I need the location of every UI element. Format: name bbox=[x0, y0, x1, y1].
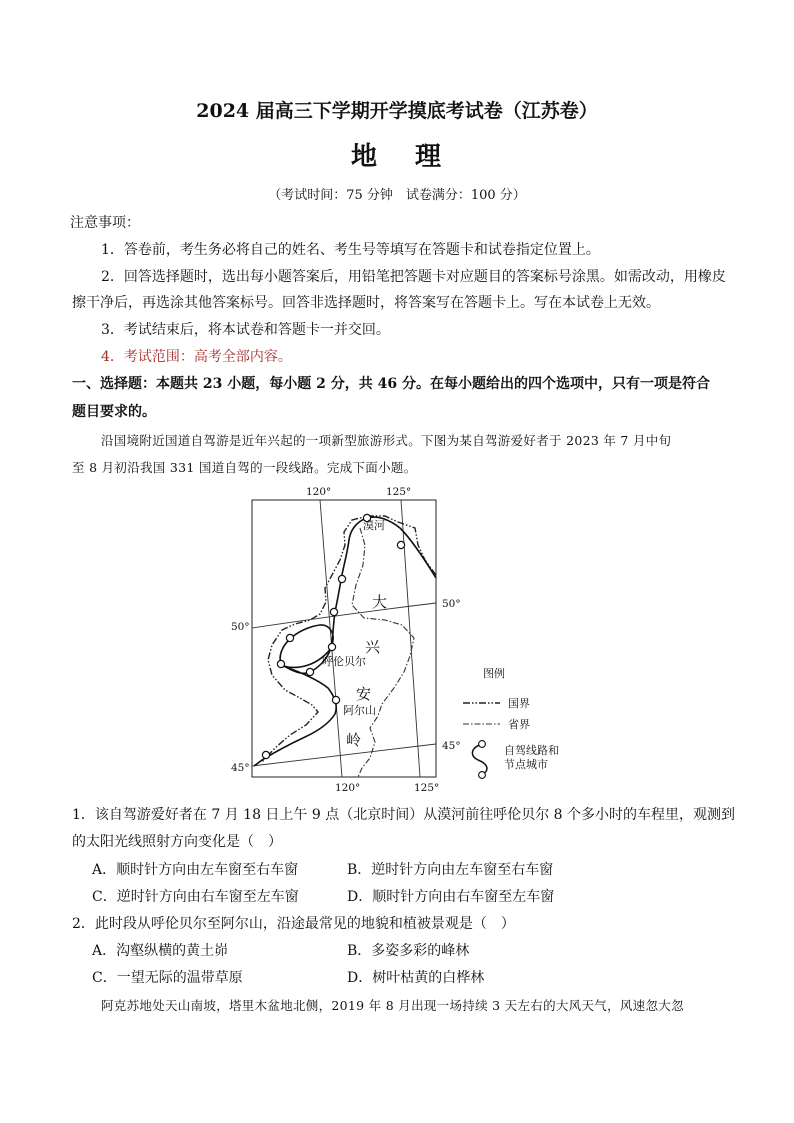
note-item-3: 3．考试结束后，将本试卷和答题卡一并交回。 bbox=[101, 322, 390, 338]
parallel-45 bbox=[252, 744, 436, 766]
route-node-hulunbuir bbox=[328, 643, 335, 650]
range-label-char-3: 安 bbox=[356, 685, 372, 703]
legend-route-label-2: 节点城市 bbox=[504, 758, 548, 771]
route-node bbox=[262, 751, 269, 758]
lat-label-left-50: 50° bbox=[231, 621, 250, 633]
legend-title: 图例 bbox=[483, 667, 505, 680]
subject-char-2: 理 bbox=[415, 142, 444, 172]
q2-option-a: A．沟壑纵横的黄土峁 bbox=[92, 943, 229, 959]
drive-route bbox=[254, 517, 436, 766]
note-item-4: 4．考试范围：高考全部内容。 bbox=[101, 349, 292, 365]
passage-2-line-1: 阿克苏地处天山南坡，塔里木盆地北侧，2019 年 8 月出现一场持续 3 天左右的大风天气，风速忽大忽 bbox=[101, 998, 684, 1013]
exam-info: （考试时间：75 分钟 试卷满分：100 分） bbox=[268, 188, 526, 203]
city-label-hulunbuir: 呼伦贝尔 bbox=[322, 655, 366, 668]
parallel-50 bbox=[252, 603, 436, 628]
legend-node-swatch bbox=[479, 772, 486, 779]
route-node bbox=[277, 660, 284, 667]
range-label-char-2: 兴 bbox=[365, 638, 381, 656]
notes-heading: 注意事项： bbox=[70, 215, 140, 231]
q2-stem: 2．此时段从呼伦贝尔至阿尔山，沿途最常见的地貌和植被景观是（ ） bbox=[72, 916, 515, 932]
section-heading-line-2: 题目要求的。 bbox=[72, 404, 156, 420]
exam-title: 2024 届高三下学期开学摸底考试卷（江苏卷） bbox=[196, 100, 598, 122]
q2-option-d: D．树叶枯黄的白桦林 bbox=[347, 970, 485, 986]
legend-province-label: 省界 bbox=[508, 718, 530, 731]
note-item-1: 1．答卷前，考生务必将自己的姓名、考生号等填写在答题卡和试卷指定位置上。 bbox=[101, 242, 600, 258]
lon-label-top-125: 125° bbox=[386, 486, 412, 498]
subject-char-1: 地 bbox=[350, 142, 379, 172]
lat-label-right-50: 50° bbox=[442, 598, 461, 610]
passage-1-line-2: 至 8 月初沿我国 331 国道自驾的一段线路。完成下面小题。 bbox=[72, 460, 417, 475]
q1-option-b: B．逆时针方向由左车窗至右车窗 bbox=[347, 862, 554, 878]
range-label-char-4: 岭 bbox=[346, 731, 362, 749]
legend-border-label: 国界 bbox=[508, 697, 530, 710]
lon-label-top-120: 120° bbox=[306, 486, 332, 498]
lat-label-left-45: 45° bbox=[231, 762, 250, 774]
q1-option-d: D．顺时针方向由右车窗至左车窗 bbox=[347, 889, 555, 905]
route-node bbox=[397, 541, 404, 548]
passage-1-line-1: 沿国境附近国道自驾游是近年兴起的一项新型旅游形式。下图为某自驾游爱好者于 2023 年 7 月中旬 bbox=[101, 433, 672, 448]
city-label-aershan: 阿尔山 bbox=[343, 704, 376, 717]
meridian-120 bbox=[320, 500, 342, 777]
lon-label-bottom-125: 125° bbox=[414, 782, 440, 794]
q1-option-a: A．顺时针方向由左车窗至右车窗 bbox=[92, 862, 299, 878]
range-label-char-1: 大 bbox=[372, 593, 388, 611]
q1-stem-line-2: 的太阳光线照射方向变化是（ ） bbox=[72, 834, 282, 850]
q2-option-b: B．多姿多彩的峰林 bbox=[347, 943, 470, 959]
lon-label-bottom-120: 120° bbox=[335, 782, 361, 794]
section-heading-line-1: 一、选择题：本题共 23 小题，每小题 2 分，共 46 分。在每小题给出的四个选项中，只有一项是符合 bbox=[72, 376, 710, 392]
route-node-aershan bbox=[332, 696, 339, 703]
q1-option-c: C．逆时针方向由右车窗至左车窗 bbox=[92, 889, 299, 905]
q1-stem-line-1: 1．该自驾游爱好者在 7 月 18 日上午 9 点（北京时间）从漠河前往呼伦贝尔 8 个多小时的车程里，观测到 bbox=[72, 807, 736, 823]
route-node bbox=[286, 634, 293, 641]
map-frame bbox=[252, 500, 436, 777]
legend-node-swatch bbox=[479, 741, 486, 748]
legend-route-label-1: 自驾线路和 bbox=[504, 744, 559, 757]
note-item-2-line-2: 擦干净后，再选涂其他答案标号。回答非选择题时，将答案写在答题卡上。写在本试卷上无效。 bbox=[72, 295, 660, 311]
q2-option-c: C．一望无际的温带草原 bbox=[92, 970, 243, 986]
lat-label-right-45: 45° bbox=[442, 740, 461, 752]
note-item-2-line-1: 2．回答选择题时，选出每小题答案后，用铅笔把答题卡对应题目的答案标号涂黑。如需改动，用橡皮 bbox=[101, 269, 726, 285]
route-node bbox=[338, 575, 345, 582]
provincial-border bbox=[352, 528, 414, 777]
city-label-mohe: 漠河 bbox=[363, 519, 385, 532]
route-node bbox=[330, 608, 337, 615]
route-node bbox=[306, 668, 313, 675]
legend-route-swatch bbox=[472, 744, 487, 775]
